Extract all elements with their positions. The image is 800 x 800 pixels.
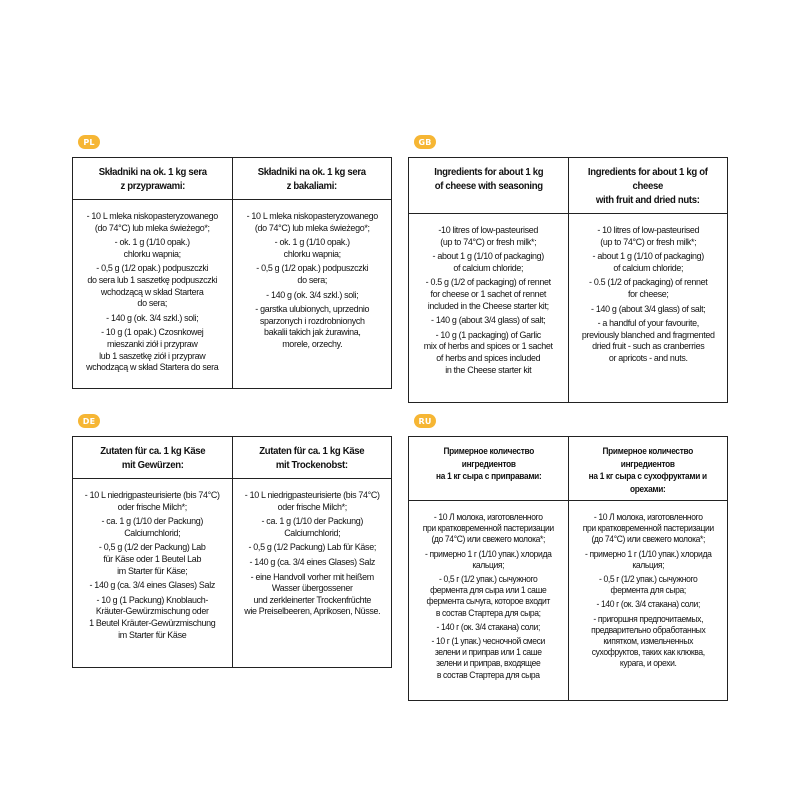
list-item: - примерно 1 г (1/10 упак.) хлорида кальция; <box>425 548 552 570</box>
list-item: - 0.5 g (1/2 of packaging) of rennet for cheese or 1 sachet of rennet included in the Cheese starter kit; <box>425 277 551 312</box>
column-right <box>232 479 392 668</box>
list-item: - пригоршня предпочитаемых, предварительно обработанных кипятком, измельченных сухофруктов, таких как клюква, курага, и орехи. <box>590 613 705 669</box>
list-item: - about 1 g (1/10 of packaging) of calcium chloride; <box>592 251 704 274</box>
language-badge-gb: GB <box>414 135 436 149</box>
header-left <box>415 158 562 214</box>
header-left <box>79 437 226 479</box>
header-right-text: Ingredients for about 1 kg of cheese with fruit and dried nuts: <box>587 167 708 206</box>
ingredients-table-ru <box>408 436 728 701</box>
column-left <box>73 200 233 389</box>
list-item: - ca. 1 g (1/10 der Packung) Calciumchlorid; <box>261 516 363 539</box>
list-item: - 140 g (about 3/4 glass) of salt; <box>590 303 705 315</box>
list-item: - 10 g (1 Packung) Knoblauch- Kräuter-Gewürzmischung oder 1 Beutel Kräuter-Gewürzmischung im Starter für Käse <box>89 594 216 641</box>
list-item: - примерно 1 г (1/10 упак.) хлорида кальция; <box>584 548 711 570</box>
list-item: - 10 Л молока, изготовленного при кратковременной пастеризации (до 74°C) или свежего молока*; <box>582 512 714 545</box>
list-item: - garstka ulubionych, uprzednio sparzonych i rozdrobnionych bakalii takich jak żurawina, morele, orzechy. <box>254 304 369 350</box>
list-item: - about 1 g (1/10 of packaging) of calcium chloride; <box>432 251 544 274</box>
list-item: - 10 Л молока, изготовленного при кратковременной пастеризации (до 74°C) или свежего молока*; <box>422 512 554 545</box>
header-right <box>238 437 385 479</box>
list-item: - 140 g (ca. 3/4 eines Glases) Salz <box>249 556 375 568</box>
header-left-text: Примерное количество ингредиентов на 1 кг сыра с приправами: <box>435 446 541 481</box>
column-right <box>232 200 392 389</box>
list-item: - 0,5 g (1/2 Packung) Lab für Käse; <box>248 542 376 554</box>
header-right-text: Składniki na ok. 1 kg sera z bakaliami: <box>257 167 366 192</box>
list-item: - 0,5 g (1/2 opak.) podpuszczki do sera lub 1 saszetkę podpuszczki wchodzącą w skład Startera do sera; <box>87 263 218 310</box>
list-item: -10 litres of low-pasteurised (up to 74°C) or fresh milk*; <box>438 225 539 248</box>
header-left-text: Ingredients for about 1 kg of cheese with seasoning <box>433 167 543 192</box>
list-item: - 0,5 g (1/2 der Packung) Lab für Käse oder 1 Beutel Lab im Starter für Käse; <box>98 542 206 577</box>
list-item: - eine Handvoll vorher mit heißem Wasser übergossener und zerkleinerter Trockenfrüchte wie Preiselbeeren, Aprikosen, Nüsse. <box>243 571 380 618</box>
ingredients-table-gb <box>408 157 728 403</box>
ingredients-table-pl <box>72 157 392 389</box>
list-item: - 10 L mleka niskopasteryzowanego (do 74°C) lub mleka świeżego*; <box>86 211 218 234</box>
list-item: - 0,5 г (1/2 упак.) сычужного фермента для сыра; <box>598 574 697 596</box>
list-item: - 10 litres of low-pasteurised (up to 74°C) or fresh milk*; <box>596 225 699 248</box>
language-badge-de: DE <box>78 414 100 428</box>
list-item: - 10 L niedrigpasteurisierte (bis 74°C) oder frische Milch*; <box>84 490 220 513</box>
list-item: - 10 g (1 opak.) Czosnkowej mieszanki ziół i przypraw lub 1 saszetkę ziół i przypraw wchodzącą w skład Startera do sera <box>86 327 219 374</box>
list-item: - 140 г (ок. 3/4 стакана) соли; <box>436 621 540 632</box>
column-right <box>568 501 728 701</box>
header-right <box>574 158 721 214</box>
list-item: - 140 g (ok. 3/4 szkl.) soli; <box>265 289 358 301</box>
header-right-text: Примерное количество ингредиентов на 1 кг сыра с сухофруктами и орехами: <box>588 446 707 494</box>
header-left-text: Zutaten für ca. 1 kg Käse mit Gewürzen: <box>99 446 205 471</box>
header-left <box>79 158 226 200</box>
list-item: - ca. 1 g (1/10 der Packung) Calciumchlorid; <box>101 516 203 539</box>
column-right <box>568 214 728 403</box>
list-item: - a handful of your favourite, previously blanched and fragmented dried fruit - such as cranberries or apricots - and nuts. <box>581 318 715 364</box>
list-item: - 0,5 g (1/2 opak.) podpuszczki do sera; <box>255 263 368 286</box>
list-item: - 140 g (about 3/4 glass) of salt; <box>431 315 546 327</box>
list-item: - 0.5 (1/2 of packaging) of rennet for cheese; <box>588 277 707 300</box>
header-right-text: Zutaten für ca. 1 kg Käse mit Trockenobst: <box>259 446 365 471</box>
list-item: - 10 g (1 packaging) of Garlic mix of herbs and spices or 1 sachet of herbs and spices included in the Cheese starter kit <box>423 329 553 376</box>
ingredients-table-de <box>72 436 392 668</box>
list-item: - 10 L mleka niskopasteryzowanego (do 74°C) lub mleka świeżego*; <box>246 211 378 234</box>
header-right <box>574 437 721 501</box>
list-item: - 10 г (1 упак.) чесночной смеси зелени и приправ или 1 саше зелени и приправ, входящее в состав Стартера для сыра <box>431 636 545 680</box>
list-item: - ok. 1 g (1/10 opak.) chlorku wapnia; <box>274 237 350 260</box>
list-item: - ok. 1 g (1/10 opak.) chlorku wapnia; <box>114 237 190 260</box>
list-item: - 0,5 г (1/2 упак.) сычужного фермента для сыра или 1 саше фермента сычуга, которое входит в состав Стартера для сыра; <box>426 574 550 618</box>
list-item: - 10 L niedrigpasteurisierte (bis 74°C) oder frische Milch*; <box>244 490 380 513</box>
language-badge-ru: RU <box>414 414 436 428</box>
header-right <box>238 158 385 200</box>
list-item: - 140 g (ok. 3/4 szkl.) soli; <box>106 312 199 324</box>
header-left <box>415 437 562 501</box>
column-left <box>73 479 233 668</box>
list-item: - 140 г (ок. 3/4 стакана) соли; <box>596 599 700 610</box>
column-left <box>409 501 569 701</box>
list-item: - 140 g (ca. 3/4 eines Glases) Salz <box>89 580 215 592</box>
header-left-text: Składniki na ok. 1 kg sera z przyprawami: <box>98 167 207 192</box>
language-badge-pl: PL <box>78 135 100 149</box>
column-left <box>409 214 569 403</box>
